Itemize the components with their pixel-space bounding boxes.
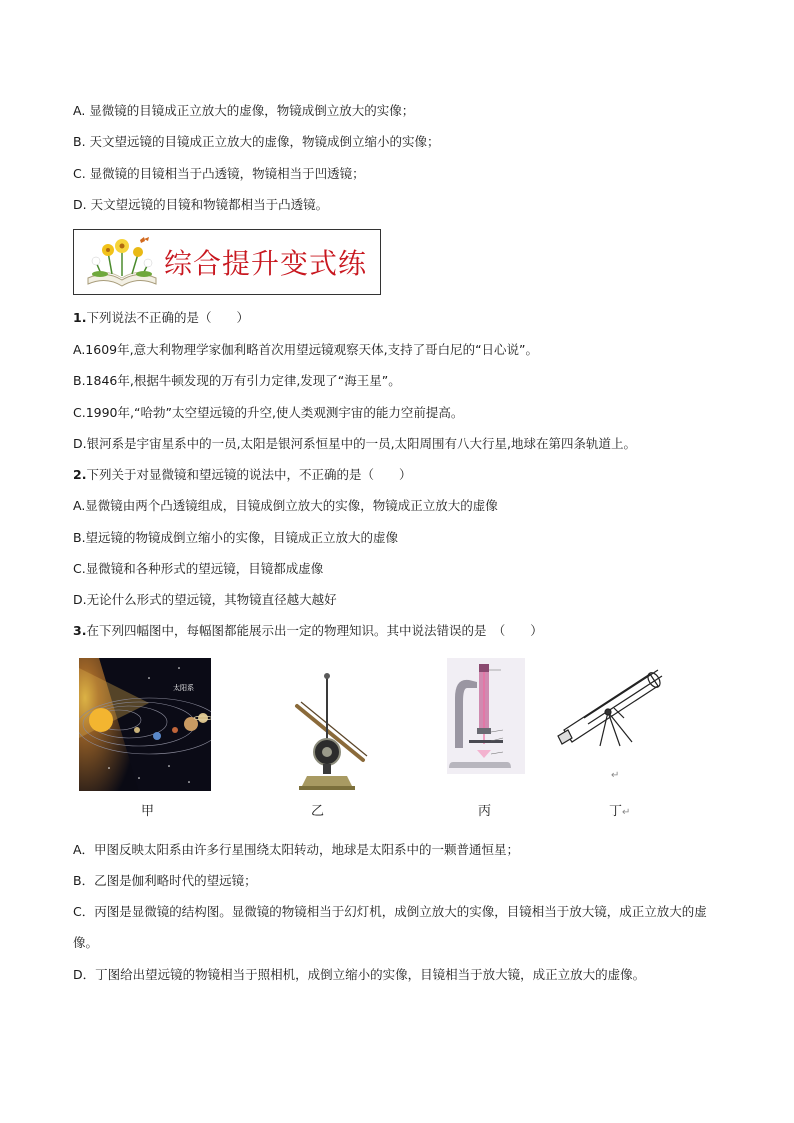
section-banner [73,229,381,295]
question-1-stem [73,309,249,327]
question-2-stem [73,466,411,484]
question-1-option-d: D.银河系是宇宙星系中的一员,太阳是银河系恒星中的一员,太阳周围有八大行星,地球在第四条轨道上。 [73,436,637,451]
question-2-option-a: A.显微镜由两个凸透镜组成，目镜成倒立放大的实像，物镜成正立放大的虚像 [73,498,498,513]
question-3-number: 3. [73,623,87,638]
figure-caption-ding [609,800,630,819]
question-3-option-d: D．丁图给出望远镜的物镜相当于照相机，成倒立缩小的实像，目镜相当于放大镜，成正立放大的虚像。 [73,967,646,982]
question-2-option-b: B.望远镜的物镜成倒立缩小的实像，目镜成正立放大的虚像 [73,530,399,545]
figure-caption-yi: 乙 [311,804,325,819]
return-mark-icon: ↵ [622,807,631,818]
question-3-stem [73,622,543,640]
question-1-option-c: C.1990年,“哈勃”太空望远镜的升空,使人类观测宇宙的能力空前提高。 [73,405,464,420]
figure-caption-jia: 甲 [141,804,155,819]
solar-system-image [79,658,211,791]
telescope-diagram-image [554,656,668,748]
question-1-number: 1. [73,310,87,325]
question-1-option-b: B.1846年,根据牛顿发现的万有引力定律,发现了“海王星”。 [73,373,401,388]
question-2-option-c: C.显微镜和各种形式的望远镜，目镜都成虚像 [73,561,324,576]
prev-option-d: D. 天文望远镜的目镜和物镜都相当于凸透镜。 [73,197,329,212]
question-2-number: 2. [73,467,87,482]
question-1-option-a: A.1609年,意大利物理学家伽利略首次用望远镜观察天体,支持了哥白尼的“日心说”。 [73,342,539,357]
question-3-option-a: A．甲图反映太阳系由许多行星围绕太阳转动，地球是太阳系中的一颗普通恒星； [73,842,520,857]
prev-option-b: B. 天文望远镜的目镜成正立放大的虚像，物镜成倒立缩小的实像； [73,134,440,149]
prev-option-c: C. 显微镜的目镜相当于凸透镜，物镜相当于凹透镜； [73,166,365,181]
prev-option-a: A. 显微镜的目镜成正立放大的虚像，物镜成倒立放大的实像； [73,103,415,118]
question-3-option-b: B．乙图是伽利略时代的望远镜； [73,873,257,888]
question-3-text: 在下列四幅图中，每幅图都能展示出一定的物理知识。其中说法错误的是 （ ） [86,623,543,638]
question-1-text: 下列说法不正确的是（ ） [86,310,249,325]
figure-caption-bing: 丙 [478,804,492,819]
figure-caption-ding-text: 丁 [609,804,623,819]
galileo-telescope-image [283,664,373,791]
microscope-diagram-image [447,658,525,774]
section-banner-title: 综合提升变式练 [164,247,368,280]
question-3-option-c: C．丙图是显微镜的结构图。显微镜的物镜相当于幻灯机，成倒立放大的实像，目镜相当于放大镜，成正立放大的虚像。 [73,904,707,950]
question-2-text: 下列关于对显微镜和望远镜的说法中，不正确的是（ ） [86,467,412,482]
solar-system-label: 太阳系 [173,684,194,692]
return-mark-icon: ↵ [611,770,620,781]
book-flowers-icon [82,234,162,292]
question-2-option-d: D.无论什么形式的望远镜，其物镜直径越大越好 [73,592,337,607]
